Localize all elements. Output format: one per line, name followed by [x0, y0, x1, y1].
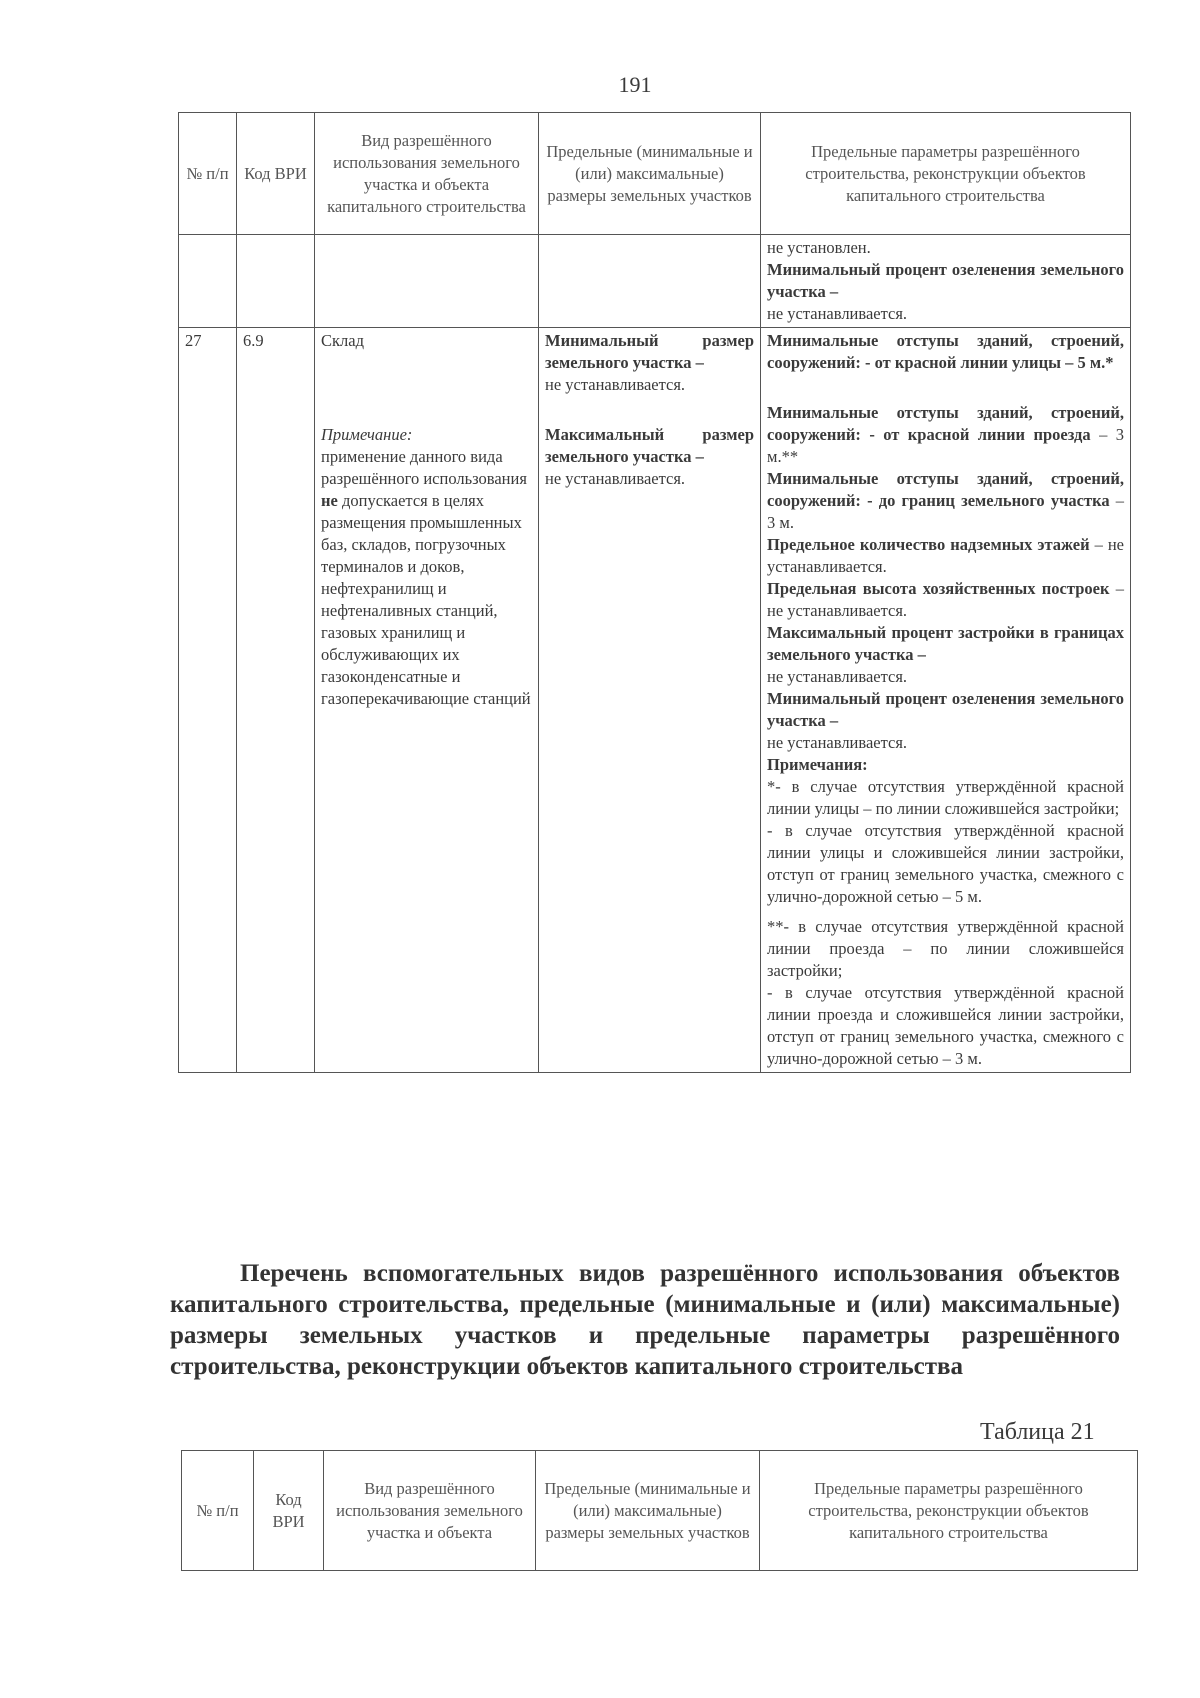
page-number: 191: [618, 72, 652, 97]
param-floors: Предельное количество надземных этажей – не устанавливается.: [767, 535, 1124, 576]
param-offsets-passage: Минимальные отступы зданий, строений, сооружений: - от красной линии проезда – 3 м.**: [767, 403, 1125, 466]
table-21: [181, 1450, 1138, 1571]
note-3: **- в случае отсутствия утверждённой красной линии проезда – по линии сложившейся застройки;: [767, 917, 1124, 980]
t21-header-params: Предельные параметры разрешённого строительства, реконструкции объектов капитального строительства: [760, 1451, 1138, 1571]
t21-header-use: Вид разрешённого использования земельного участка и объекта: [324, 1451, 536, 1571]
continuation-text-2: Минимальный процент озеленения земельного участка – не устанавливается.: [767, 260, 1124, 323]
table-label: Таблица 21: [980, 1419, 1095, 1445]
use-name: Склад: [321, 331, 364, 350]
min-size: Минимальный размер земельного участка – не устанавливается.: [545, 331, 754, 394]
regulations-table: [178, 112, 1131, 1073]
header-size: Предельные (минимальные и (или) максимальные) размеры земельных участков: [539, 113, 761, 235]
header-code: Код ВРИ: [237, 113, 315, 235]
header-use: Вид разрешённого использования земельного участка и объекта капитального строительства: [315, 113, 539, 235]
use-note-title: Примечание:: [321, 425, 413, 444]
continuation-params: [761, 235, 1131, 328]
table-header-row: [179, 113, 1131, 235]
row-params-cell: [761, 328, 1131, 1073]
note-2: - в случае отсутствия утверждённой красной линии улицы и сложившейся линии застройки, отступ от границ земельного участка, смежного с улично-дорожной сетью – 5 м.: [767, 821, 1124, 906]
max-size: Максимальный размер земельного участка – не устанавливается.: [545, 425, 754, 488]
row-number: 27: [179, 328, 237, 1073]
row-size-cell: [539, 328, 761, 1073]
t21-header-num: № п/п: [182, 1451, 254, 1571]
row-code: 6.9: [237, 328, 315, 1073]
header-params: Предельные параметры разрешённого строительства, реконструкции объектов капитального строительства: [761, 113, 1131, 235]
row-use-cell: [315, 328, 539, 1073]
param-max-coverage: Максимальный процент застройки в границах земельного участка – не устанавливается.: [767, 623, 1124, 686]
use-note-text: применение данного вида разрешённого использования не допускается в целях размещения промышленных баз, складов, погрузочных терминалов и доков, нефтехранилищ и нефтеналивных станций, газовых хранилищ и обслуживающих их газоконденсатные и газоперекачивающие станций: [321, 447, 531, 708]
note-4: - в случае отсутствия утверждённой красной линии проезда и сложившейся линии застройки, отступ от границ земельного участка, смежного с улично-дорожной сетью – 3 м.: [767, 983, 1124, 1068]
table-row-continuation: [179, 235, 1131, 328]
param-offsets-street: Минимальные отступы зданий, строений, сооружений: - от красной линии улицы – 5 м.*: [767, 331, 1124, 372]
t21-header-code: Код ВРИ: [254, 1451, 324, 1571]
note-1: *- в случае отсутствия утверждённой красной линии улицы – по линии сложившейся застройки;: [767, 777, 1124, 818]
param-outbuilding-height: Предельная высота хозяйственных построек – не устанавливается.: [767, 579, 1125, 620]
param-offsets-boundary: Минимальные отступы зданий, строений, сооружений: - до границ земельного участка – 3 м.: [767, 469, 1125, 532]
notes-title: Примечания:: [767, 755, 868, 774]
header-num: № п/п: [179, 113, 237, 235]
param-min-greening: Минимальный процент озеленения земельного участка – не устанавливается.: [767, 689, 1124, 752]
table21-header-row: [182, 1451, 1138, 1571]
section-heading: Перечень вспомогательных видов разрешённого использования объектов капитального строительства, предельные (минимальные и (или) максимальные) размеры земельных участков и предельные параметры разрешённого строительства, реконструкции объектов капитального строительства: [170, 1260, 1120, 1380]
t21-header-size: Предельные (минимальные и (или) максимальные) размеры земельных участков: [536, 1451, 760, 1571]
table-row: [179, 328, 1131, 1073]
continuation-text-1: не установлен.: [767, 238, 871, 257]
